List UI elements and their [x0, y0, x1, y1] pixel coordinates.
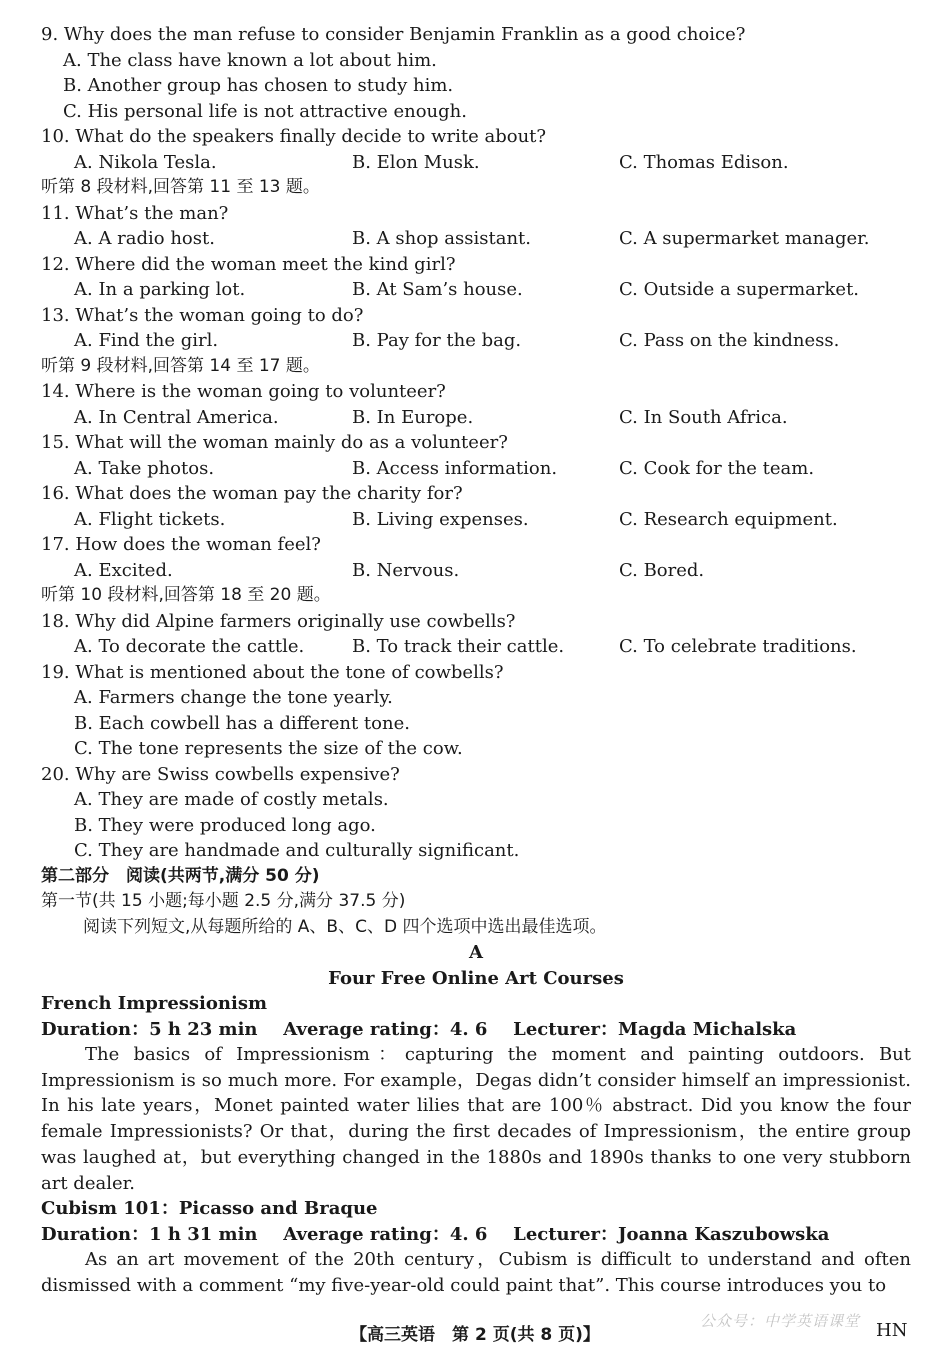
q20-option-a: A. They are made of costly metals. [74, 789, 389, 810]
question-13: 13. What’s the woman going to do? [41, 304, 364, 326]
question-16: 16. What does the woman pay the charity for? [41, 483, 463, 504]
q16-options [41, 507, 911, 533]
option-a: A. In a parking lot. [74, 279, 246, 300]
option-c: C. To celebrate traditions. [619, 636, 857, 657]
option-c: C. Outside a supermarket. [619, 279, 860, 300]
option-b: B. In Europe. [352, 406, 474, 428]
option-a: A. A radio host. [74, 228, 215, 249]
course-1-name: French Impressionism [41, 993, 268, 1014]
option-a: A. Flight tickets. [74, 508, 226, 530]
q18-options [41, 634, 911, 660]
option-a: A. In Central America. [74, 406, 279, 428]
question-10: 10. What do the speakers finally decide to write about? [41, 126, 547, 147]
option-c: C. Cook for the team. [619, 457, 815, 479]
q9-option-b: B. Another group has chosen to study him. [63, 75, 454, 96]
section-instruction-9: 听第 9 段材料,回答第 14 至 17 题。 [41, 355, 320, 376]
q9-option-c: C. His personal life is not attractive enough. [63, 100, 467, 122]
option-a: A. Take photos. [74, 457, 215, 479]
option-a: A. To decorate the cattle. [74, 636, 305, 657]
course-2-body: As an art movement of the 20th century，Cubism is difficult to understand and often dismissed with a comment “my five-year-old could paint that”. This course introduces you to [41, 1249, 911, 1296]
option-b: B. Access information. [352, 457, 558, 479]
option-a: A. Nikola Tesla. [74, 151, 217, 173]
option-c: C. Thomas Edison. [619, 151, 789, 173]
q11-options [41, 226, 911, 252]
duration: Duration：5 h 23 min [41, 1018, 258, 1040]
option-b: B. Pay for the bag. [352, 330, 522, 351]
q17-options [41, 558, 911, 584]
course-1-meta [41, 1017, 911, 1043]
lecturer: Lecturer：Magda Michalska [513, 1018, 797, 1040]
question-12: 12. Where did the woman meet the kind girl? [41, 253, 456, 275]
option-a: A. Find the girl. [74, 330, 219, 351]
lecturer: Lecturer：Joanna Kaszubowska [513, 1223, 830, 1245]
option-b: B. To track their cattle. [352, 636, 565, 657]
watermark: 公众号：中学英语课堂 [700, 1312, 861, 1330]
option-a: A. Excited. [74, 559, 173, 581]
question-19: 19. What is mentioned about the tone of cowbells? [41, 661, 504, 683]
question-9: 9. Why does the man refuse to consider Benjamin Franklin as a good choice? [41, 24, 746, 45]
option-b: B. At Sam’s house. [352, 279, 523, 300]
option-b: B. A shop assistant. [352, 228, 532, 249]
q15-options [41, 456, 911, 482]
option-b: B. Living expenses. [352, 508, 529, 530]
option-c: C. Research equipment. [619, 508, 838, 530]
passage-label: A [469, 942, 483, 963]
q9-option-a: A. The class have known a lot about him. [63, 49, 437, 71]
option-c: C. In South Africa. [619, 406, 788, 428]
course-2-meta [41, 1222, 911, 1248]
part-two-heading: 第二部分 阅读(共两节,满分 50 分) [41, 865, 320, 886]
course-1-body: The basics of Impressionism：capturing the moment and painting outdoors. But Impressionism is so much more. For example，Degas didn’t consider himself an impressionist. In his late years，Monet painted water lilies that are 100％ abstract. Did you know the four female Impressionists? Or that，during the first decades of Impressionism，the entire group was laughed at，but everything changed in the 1880s and 1890s thanks to one very stubborn art dealer. [41, 1044, 911, 1194]
question-11: 11. What’s the man? [41, 202, 229, 224]
q20-option-b: B. They were produced long ago. [74, 814, 376, 836]
q19-option-a: A. Farmers change the tone yearly. [74, 687, 393, 708]
option-c: C. Pass on the kindness. [619, 330, 840, 351]
q12-options [41, 277, 911, 303]
section-one-heading: 第一节(共 15 小题;每小题 2.5 分,满分 37.5 分) [41, 891, 406, 911]
question-14: 14. Where is the woman going to volunteer? [41, 381, 446, 402]
q13-options [41, 328, 911, 354]
question-15: 15. What will the woman mainly do as a volunteer? [41, 432, 508, 453]
exam-page [41, 22, 911, 1299]
question-17: 17. How does the woman feel? [41, 534, 321, 555]
region-code: HN [876, 1320, 908, 1341]
q20-option-c: C. They are handmade and culturally significant. [74, 840, 520, 861]
question-18: 18. Why did Alpine farmers originally use cowbells? [41, 610, 516, 632]
question-20: 20. Why are Swiss cowbells expensive? [41, 763, 400, 785]
passage-title: Four Free Online Art Courses [328, 967, 624, 989]
rating: Average rating：4. 6 [283, 1223, 488, 1245]
rating: Average rating：4. 6 [283, 1018, 488, 1040]
footer-label: 【高三英语 第 2 页(共 8 页)】 [350, 1325, 600, 1345]
section-instruction-8: 听第 8 段材料,回答第 11 至 13 题。 [41, 177, 320, 197]
option-c: C. Bored. [619, 559, 705, 581]
duration: Duration：1 h 31 min [41, 1223, 258, 1245]
course-2-name: Cubism 101：Picasso and Braque [41, 1198, 378, 1220]
q10-options [41, 150, 911, 176]
q19-option-b: B. Each cowbell has a different tone. [74, 712, 410, 734]
q14-options [41, 405, 911, 431]
reading-instruction: 阅读下列短文,从每题所给的 A、B、C、D 四个选项中选出最佳选项。 [83, 916, 607, 937]
option-b: B. Elon Musk. [352, 151, 480, 173]
section-instruction-10: 听第 10 段材料,回答第 18 至 20 题。 [41, 585, 331, 605]
option-b: B. Nervous. [352, 559, 460, 581]
q19-option-c: C. The tone represents the size of the cow. [74, 738, 463, 759]
option-c: C. A supermarket manager. [619, 228, 870, 249]
